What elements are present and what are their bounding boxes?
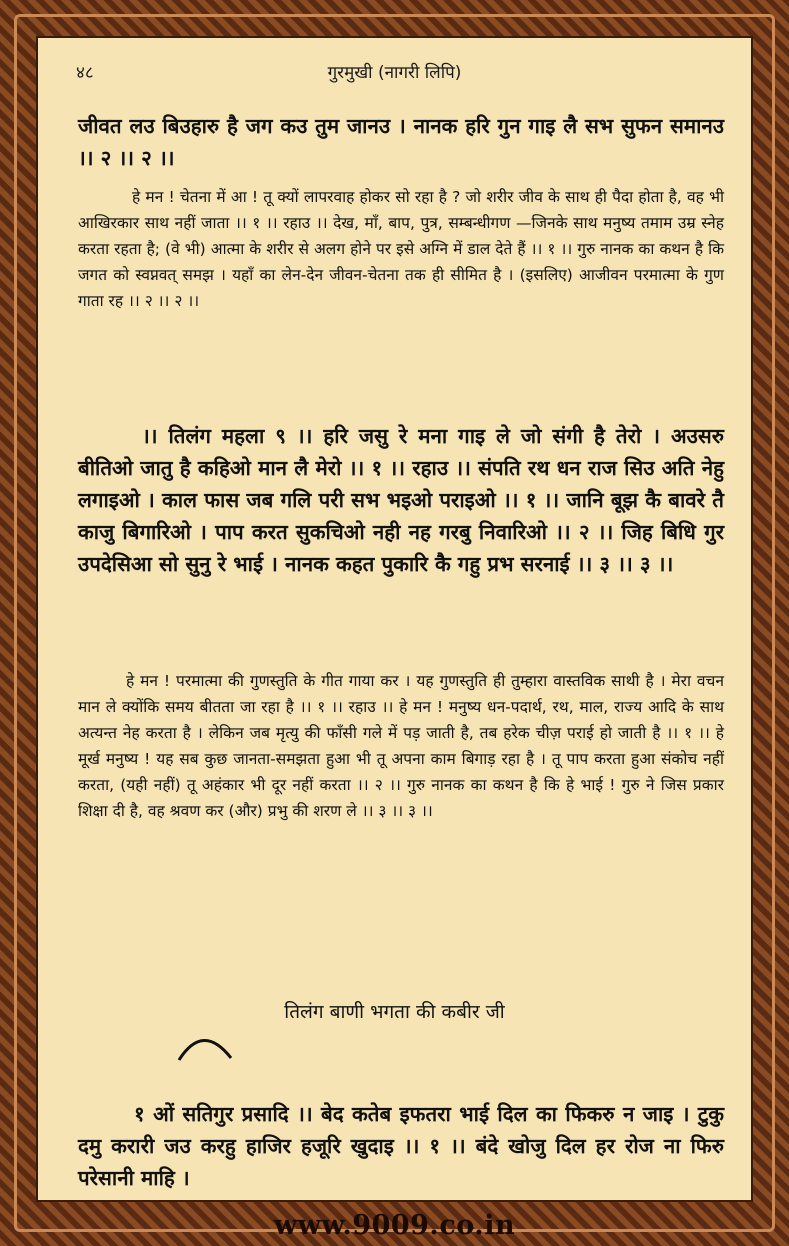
verse-block-3: १ ओं सतिगुर प्रसादि ।। बेद कतेब इफतरा भाई दिल का फिकरु न जाइ । टुकु दमु करारी जउ करहु हाजिर हजूरि खुदाइ ।। १ ।। बंदे खोजु दिल हर रोज ना फिरु परेसानी माहि । (78, 1102, 724, 1190)
page-number: ४८ (76, 63, 94, 83)
page-header (38, 60, 751, 86)
section-heading: तिलंग बाणी भगता की कबीर जी (284, 1001, 505, 1023)
translation-block-1: हे मन ! चेतना में आ ! तू क्यों लापरवाह होकर सो रहा है ? जो शरीर जीव के साथ ही पैदा होता है, वह भी आखिरकार साथ नहीं जाता ।। १ ।। रहाउ ।। देख, माँ, बाप, पुत्र, सम्बन्धीगण —जिनके साथ मनुष्य तमाम उम्र स्नेह करता रहता है; (वे भी) आत्मा के शरीर से अलग होने पर इसे अग्नि में डाल देते हैं ।। १ ।। गुरु नानक का कथन है कि जगत को स्वप्नवत् समझ । यहाँ का लेन-देन जीवन-चेतना तक ही सीमित है । (इसलिए) आजीवन परमात्मा के गुण गाता रह ।। २ ।। २ ।। (78, 188, 724, 310)
verse-block-2: ।। तिलंग महला ९ ।। हरि जसु रे मना गाइ ले जो संगी है तेरो । अउसरु बीतिओ जातु है कहिओ मान लै मेरो ।। १ ।। रहाउ ।। संपति रथ धन राज सिउ अति नेहु लगाइओ । काल फास जब गलि परी सभ भइओ पराइओ ।। १ ।। जानि बूझ कै बावरे तै काजु बिगारिओ । पाप करत सुकचिओ नही नह गरबु निवारिओ ।। २ ।। जिह बिधि गुर उपदेसिआ सो सुनु रे भाई । नानक कहत पुकारि कै गहु प्रभ सरनाई ।। ३ ।। ३ ।। (78, 424, 724, 576)
page-title: गुरमुखी (नागरी लिपि) (327, 63, 462, 83)
ik-onkar-arc-icon (175, 1028, 235, 1062)
footer-watermark: www.9009.co.in (273, 1210, 516, 1241)
scripture-page (36, 36, 753, 1202)
translation-block-2: हे मन ! परमात्मा की गुणस्तुति के गीत गाया कर । यह गुणस्तुति ही तुम्हारा वास्तविक साथी है । मेरा वचन मान ले क्योंकि समय बीतता जा रहा है ।। १ ।। रहाउ ।। हे मन ! मनुष्य धन-पदार्थ, रथ, माल, राज्य आदि के साथ अत्यन्त नेह करता है । लेकिन जब मृत्यु की फाँसी गले में पड़ जाती है, तब हरेक चीज़ पराई हो जाती है ।। १ ।। हे मूर्ख मनुष्य ! यह सब कुछ जानता-समझता हुआ भी तू अपना काम बिगाड़ रहा है । तू पाप करता हुआ संकोच नहीं करता, (यही नहीं) तू अहंकार भी दूर नहीं करता ।। २ ।। गुरु नानक का कथन है कि हे भाई ! गुरु ने जिस प्रकार शिक्षा दी है, वह श्रवण कर (और) प्रभु की शरण ले ।। ३ ।। ३ ।। (78, 672, 724, 820)
verse-block-1: जीवत लउ बिउहारु है जग कउ तुम जानउ । नानक हरि गुन गाइ लै सभ सुफन समानउ ।। २ ।। २ ।। (78, 114, 724, 170)
